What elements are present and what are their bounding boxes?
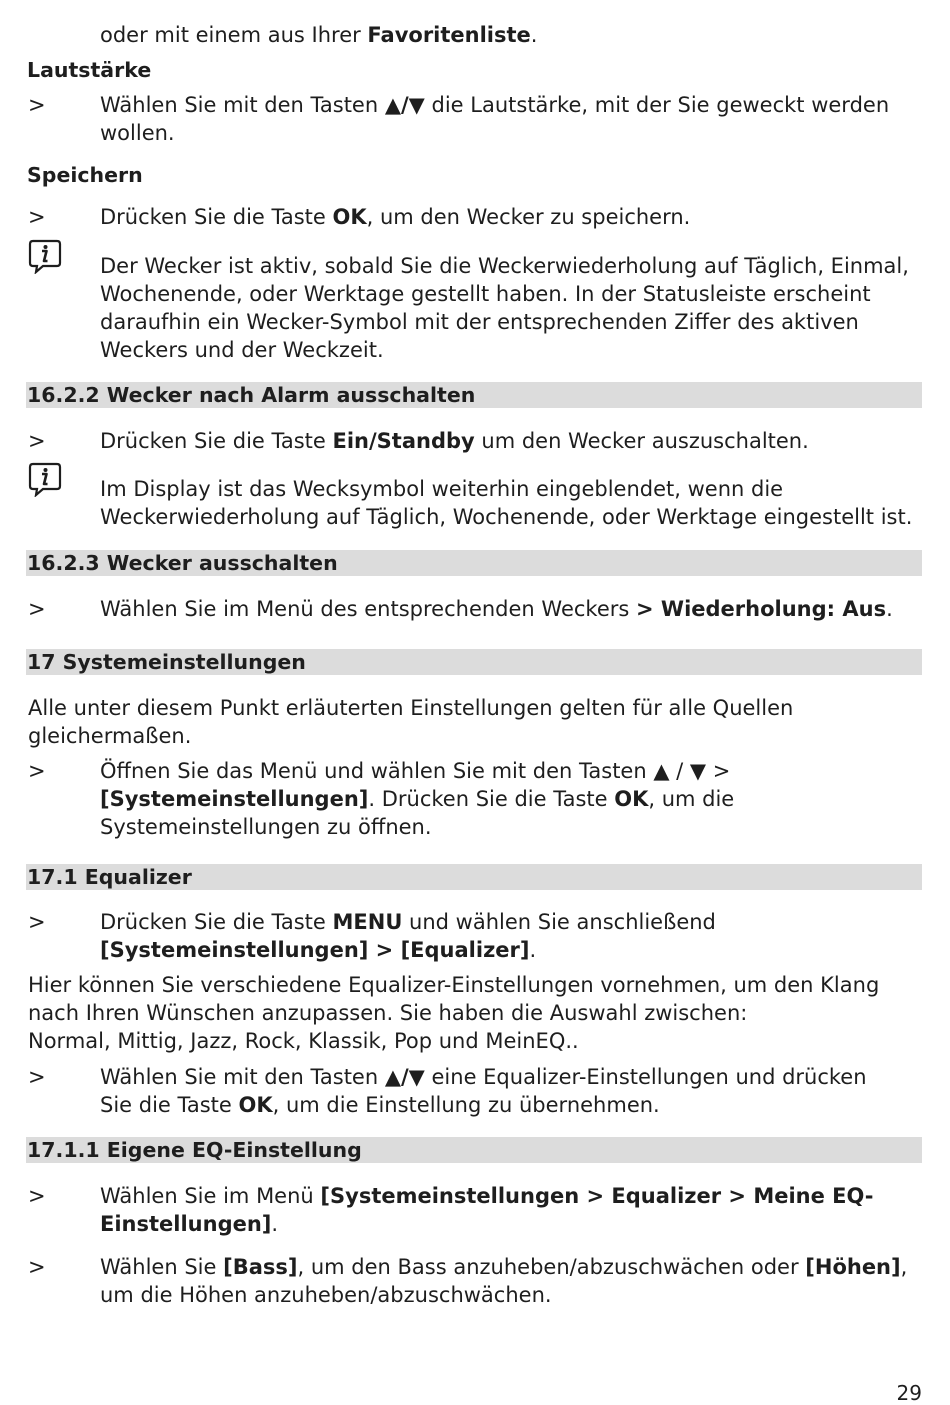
bullet-text: Öffnen Sie das Menü und wählen Sie mit den Tasten ▲ / ▼ > — [100, 759, 731, 783]
bullet-marker: > — [28, 429, 46, 453]
bullet-marker: > — [28, 1184, 46, 1208]
section-heading-17: 17 Systemeinstellungen — [26, 649, 922, 675]
bullet-text: Drücken Sie die Taste OK, um den Wecker zu speichern. — [100, 205, 691, 229]
bullet-text: Wählen Sie [Bass], um den Bass anzuheben/abzuschwächen oder [Höhen], — [100, 1255, 908, 1279]
bullet-marker: > — [28, 1255, 46, 1279]
paragraph-text: gleichermaßen. — [28, 724, 192, 748]
section-heading-16-2-3: 16.2.3 Wecker ausschalten — [26, 550, 922, 576]
paragraph-text: Hier können Sie verschiedene Equalizer-Einstellungen vornehmen, um den Klang — [28, 973, 880, 997]
bullet-text: Wählen Sie im Menü des entsprechenden Weckers > Wiederholung: Aus. — [100, 597, 893, 621]
subheading-speichern: Speichern — [27, 163, 143, 187]
bullet-text: Drücken Sie die Taste Ein/Standby um den Wecker auszuschalten. — [100, 429, 809, 453]
note-text: Weckerwiederholung auf Täglich, Wochenende, oder Werktage eingestellt ist. — [100, 505, 913, 529]
note-text: daraufhin ein Wecker-Symbol mit der entsprechenden Ziffer des aktiven — [100, 310, 859, 334]
bullet-text: wollen. — [100, 121, 175, 145]
info-icon — [27, 238, 63, 274]
section-heading-17-1-1: 17.1.1 Eigene EQ-Einstellung — [26, 1137, 922, 1163]
section-heading-17-1: 17.1 Equalizer — [26, 864, 922, 890]
bullet-text: Wählen Sie mit den Tasten ▲/▼ eine Equalizer-Einstellungen und drücken — [100, 1065, 867, 1089]
bullet-text: Wählen Sie im Menü [Systemeinstellungen > Equalizer > Meine EQ- — [100, 1184, 874, 1208]
note-text: Weckers und der Weckzeit. — [100, 338, 384, 362]
bullet-text: Einstellungen]. — [100, 1212, 279, 1236]
info-icon — [27, 461, 63, 497]
paragraph-text: Normal, Mittig, Jazz, Rock, Klassik, Pop und MeinEQ.. — [28, 1029, 579, 1053]
bullet-text: um die Höhen anzuheben/abzuschwächen. — [100, 1283, 552, 1307]
bullet-text: Sie die Taste OK, um die Einstellung zu übernehmen. — [100, 1093, 660, 1117]
bullet-marker: > — [28, 759, 46, 783]
paragraph-text: nach Ihren Wünschen anzupassen. Sie haben die Auswahl zwischen: — [28, 1001, 748, 1025]
page-number: 29 — [896, 1381, 922, 1405]
note-text: Der Wecker ist aktiv, sobald Sie die Weckerwiederholung auf Täglich, Einmal, — [100, 254, 909, 278]
paragraph-text: Alle unter diesem Punkt erläuterten Einstellungen gelten für alle Quellen — [28, 696, 794, 720]
section-heading-16-2-2: 16.2.2 Wecker nach Alarm ausschalten — [26, 382, 922, 408]
subheading-lautstaerke: Lautstärke — [27, 58, 152, 82]
bullet-marker: > — [28, 910, 46, 934]
bullet-marker: > — [28, 1065, 46, 1089]
bullet-text: Wählen Sie mit den Tasten ▲/▼ die Lautstärke, mit der Sie geweckt werden — [100, 93, 890, 117]
note-text: Im Display ist das Wecksymbol weiterhin eingeblendet, wenn die — [100, 477, 784, 501]
text-line: oder mit einem aus Ihrer Favoritenliste. — [100, 23, 538, 47]
bullet-marker: > — [28, 597, 46, 621]
note-text: Wochenende, oder Werktage gestellt haben. In der Statusleiste erscheint — [100, 282, 871, 306]
bullet-text: [Systemeinstellungen] > [Equalizer]. — [100, 938, 537, 962]
bullet-text: Systemeinstellungen zu öffnen. — [100, 815, 432, 839]
bullet-text: Drücken Sie die Taste MENU und wählen Sie anschließend — [100, 910, 716, 934]
bullet-text: [Systemeinstellungen]. Drücken Sie die Taste OK, um die — [100, 787, 735, 811]
bullet-marker: > — [28, 93, 46, 117]
bullet-marker: > — [28, 205, 46, 229]
